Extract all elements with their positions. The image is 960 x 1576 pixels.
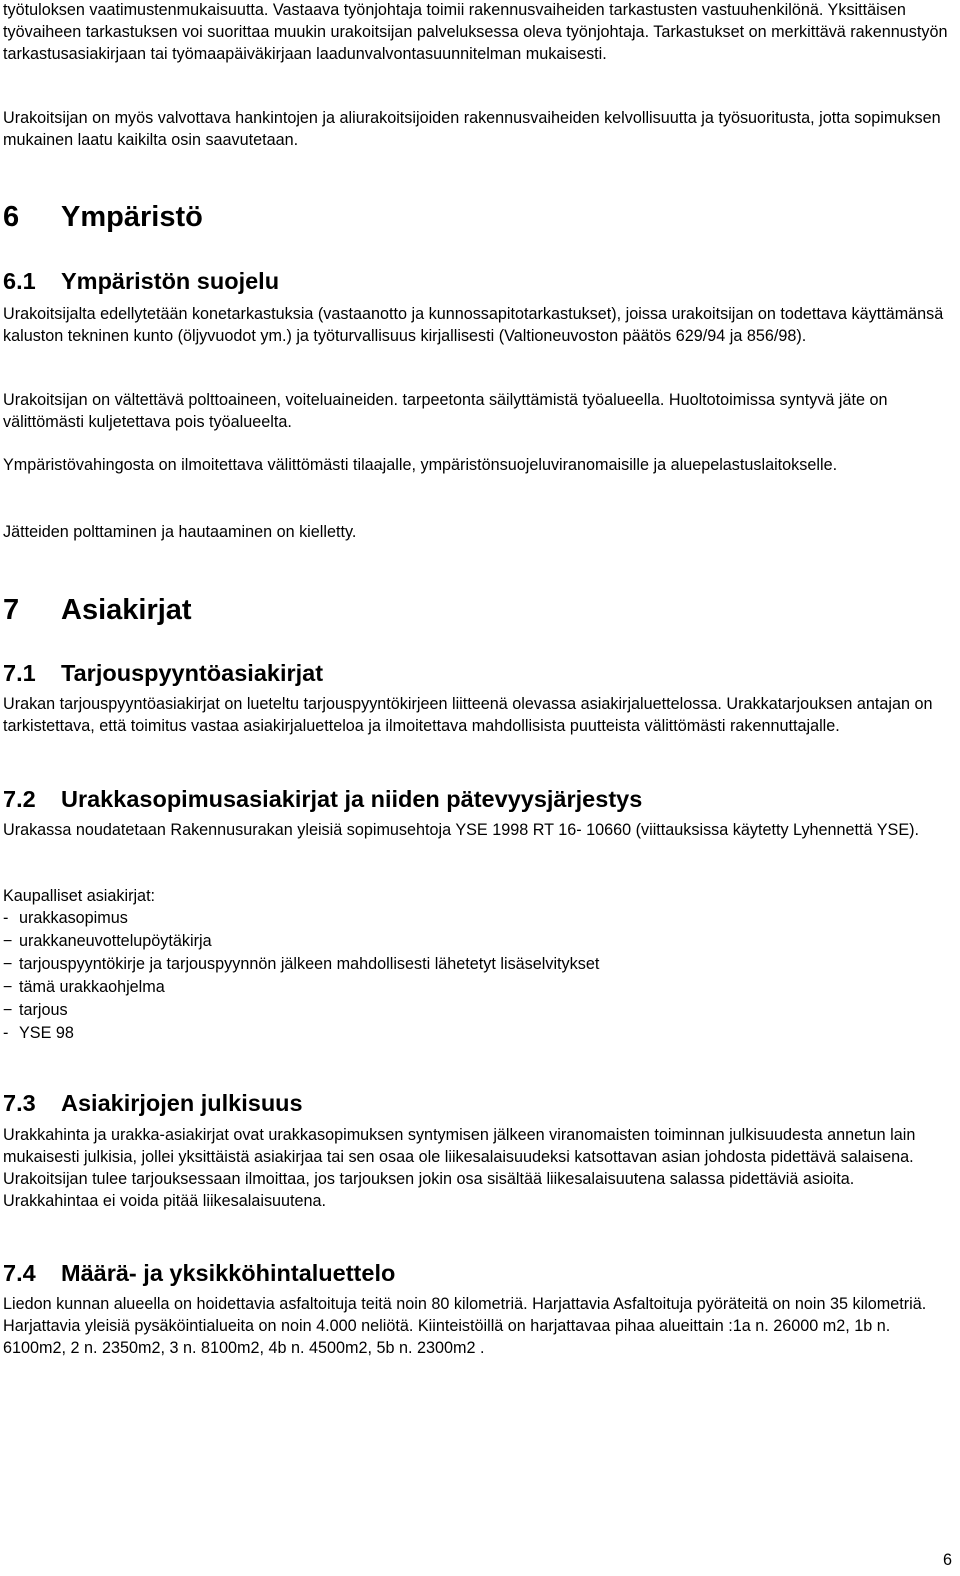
- heading-section-7-2: [3, 785, 642, 813]
- list-dash: −: [3, 932, 13, 950]
- list-item-text: tämä urakkaohjelma: [19, 978, 165, 996]
- paragraph-6-1-b: Urakoitsijan on vältettävä polttoaineen, voiteluaineiden. tarpeetonta säilyttämistä työalueella. Huoltotoimissa syntyvä jäte on välittömästi kuljetettava pois työalueelta.: [3, 391, 888, 431]
- heading-section-6-1: [3, 267, 279, 295]
- heading-section-6: [3, 200, 203, 234]
- list-item-text: tarjouspyyntökirje ja tarjouspyynnön jälkeen mahdollisesti lähetetyt lisäselvitykset: [19, 955, 600, 973]
- list-title: Kaupalliset asiakirjat:: [3, 887, 156, 905]
- paragraph-7-1: Urakan tarjouspyyntöasiakirjat on lueteltu tarjouspyyntökirjeen liitteenä olevassa asiakirjaluettelossa. Urakkatarjouksen antajan on tarkistettava, että toimitus vastaa asiakirjaluetteloa ja ilmoitettava mahdollisista puutteista välittömästi rakennuttajalle.: [3, 695, 933, 735]
- heading-section-7: [3, 593, 192, 627]
- list-item: [3, 930, 599, 953]
- list-dash: -: [3, 1024, 9, 1042]
- heading-title: Ympäristö: [61, 201, 203, 233]
- list-item-text: urakkaneuvottelupöytäkirja: [19, 932, 212, 950]
- paragraph-intro-1: työtuloksen vaatimustenmukaisuutta. Vastaava työnjohtaja toimii rakennusvaiheiden tarkastusten vastuuhenkilönä. Yksittäisen työvaiheen tarkastuksen voi suorittaa muukin urakoitsijan palveluksessa oleva työnjohtaja. Tarkastukset on merkittävä rakennustyön tarkastusasiakirjaan tai työmaapäiväkirjaan laadunvalvontasuunnitelman mukaisesti.: [3, 1, 948, 63]
- heading-title: Ympäristön suojelu: [61, 268, 280, 294]
- list-item: [3, 976, 599, 999]
- list-item-text: YSE 98: [19, 1024, 74, 1042]
- heading-title: Määrä- ja yksikköhintaluettelo: [61, 1260, 396, 1286]
- heading-number: 7.4: [3, 1260, 36, 1286]
- heading-section-7-1: [3, 659, 323, 687]
- heading-section-7-4: [3, 1259, 395, 1287]
- paragraph-6-1-d: Jätteiden polttaminen ja hautaaminen on kielletty.: [3, 523, 357, 541]
- heading-number: 7.3: [3, 1090, 36, 1116]
- list-dash: -: [3, 909, 9, 927]
- list-dash: −: [3, 1001, 13, 1019]
- paragraph-6-1-c: Ympäristövahingosta on ilmoitettava välittömästi tilaajalle, ympäristönsuojeluviranomaisille ja aluepelastuslaitokselle.: [3, 456, 838, 474]
- heading-number: 6: [3, 201, 20, 233]
- heading-title: Asiakirjat: [61, 594, 192, 626]
- heading-number: 7.1: [3, 660, 36, 686]
- list-item-text: tarjous: [19, 1001, 68, 1019]
- paragraph-6-1-a: Urakoitsijalta edellytetään konetarkastuksia (vastaanotto ja kunnossapitotarkastukset), joissa urakoitsijan on todettava käyttämänsä kaluston tekninen kunto (öljyvuodot ym.) ja työturvallisuus kirjallisesti (Valtioneuvoston päätös 629/94 ja 856/98).: [3, 305, 944, 345]
- list-dash: −: [3, 955, 13, 973]
- heading-number: 6.1: [3, 268, 36, 294]
- paragraph-7-3: Urakkahinta ja urakka-asiakirjat ovat urakkasopimuksen syntymisen jälkeen viranomaisten toiminnan julkisuudesta annetun lain mukaisesti julkisia, jollei yksittäistä asiakirjaa tai sen osaa ole liikesalaisuudeksi katsottavan asian johdosta pidettävä salaisena. Urakoitsijan tulee tarjouksessaan ilmoittaa, jos tarjouksen jokin osa sisältää liikesalaisuutena salassa pidettäviä asioita. Urakkahintaa ei voida pitää liikesalaisuutena.: [3, 1126, 916, 1210]
- commercial-documents-list: [3, 907, 599, 1045]
- heading-section-7-3: [3, 1089, 303, 1117]
- heading-title: Asiakirjojen julkisuus: [61, 1090, 303, 1116]
- list-item: [3, 907, 599, 930]
- list-item: [3, 953, 599, 976]
- heading-number: 7.2: [3, 786, 36, 812]
- paragraph-intro-2: Urakoitsijan on myös valvottava hankintojen ja aliurakoitsijoiden rakennusvaiheiden kelvollisuutta ja työsuoritusta, jotta sopimuksen mukainen laatu kaikilta osin saavutetaan.: [3, 109, 941, 149]
- list-item: [3, 999, 599, 1022]
- paragraph-7-2: Urakassa noudatetaan Rakennusurakan yleisiä sopimusehtoja YSE 1998 RT 16- 10660 (viittauksissa käytetty Lyhennettä YSE).: [3, 821, 920, 839]
- list-item: [3, 1022, 599, 1045]
- list-dash: −: [3, 978, 13, 996]
- page-number: 6: [942, 1551, 952, 1569]
- paragraph-7-4: Liedon kunnan alueella on hoidettavia asfaltoituja teitä noin 80 kilometriä. Harjattavia Asfaltoituja pyöräteitä on noin 35 kilometriä. Harjattavia yleisiä pysäköintialueita on noin 4.000 neliötä. Kiinteistöillä on harjattavaa pihaa alueittain :1a n. 26000 m2, 1b n. 6100m2, 2 n. 2350m2, 3 n. 8100m2, 4b n. 4500m2, 5b n. 2300m2 .: [3, 1295, 927, 1357]
- heading-title: Urakkasopimusasiakirjat ja niiden pätevyysjärjestys: [61, 786, 643, 812]
- list-item-text: urakkasopimus: [19, 909, 128, 927]
- heading-title: Tarjouspyyntöasiakirjat: [61, 660, 324, 686]
- heading-number: 7: [3, 594, 20, 626]
